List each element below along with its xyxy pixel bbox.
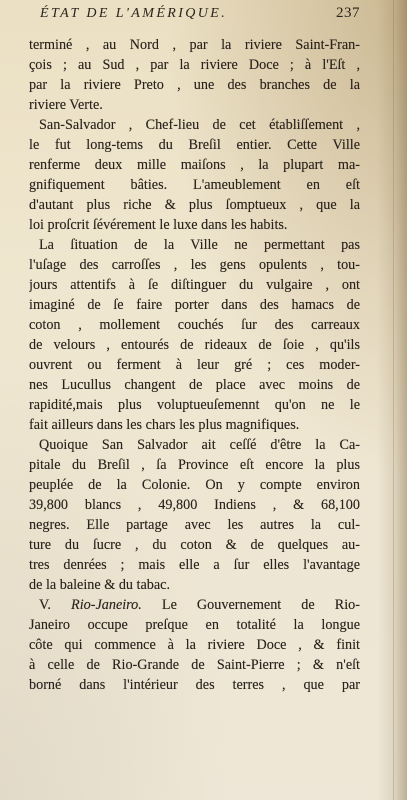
text-line: par la riviere Preto , une des branches de la [29,77,360,93]
text-line: Quoique San Salvador ait ceſſé d'être la Ca- [39,437,360,453]
text-line: jours attentifs à ſe diſtinguer du vulgaire , ont [29,277,360,293]
text-line: San-Salvador , Chef-lieu de cet établiſſement , [39,117,360,133]
paragraph [29,235,360,435]
text-line: loi proſcrit ſévérement le luxe dans les habits. [29,217,288,233]
text-line: riviere Verte. [29,97,103,113]
text-line: tres denrées ; mais elle a ſur elles l'avantage [29,557,360,573]
text-line: La ſituation de la Ville ne permettant pas [39,237,360,253]
text-line: pitale du Breſil , ſa Province eſt encore la plus [29,457,360,473]
text-line: Janeiro occupe preſque en totalité la longue [29,617,360,633]
text-line: fait ailleurs dans les chars les plus magnifiques. [29,417,300,433]
page-fold [393,0,394,800]
text-line: çois ; au Sud , par la riviere Doce ; à l'Eſt , [29,57,360,73]
paragraph [29,35,360,115]
section-heading: Rio-Janeiro. [71,597,142,613]
text-line: borné dans l'intérieur des terres , que par [29,677,360,693]
text-line: à celle de Rio-Grande de Saint-Pierre ; & n'eſt [29,657,360,673]
text-line: de la baleine & du tabac. [29,577,171,593]
text-line: gnifiquement bâties. L'ameublement en eſt [29,177,360,193]
running-title: ÉTAT DE L'AMÉRIQUE. [40,6,228,21]
page-header [40,5,360,27]
paragraph [29,435,360,595]
text-line: côte qui commence à la riviere Doce , & finit [29,637,360,653]
paragraph [29,595,360,695]
text-line: de velours , entourés de rideaux de ſoie , qu'ils [29,337,360,353]
text-line [29,595,360,615]
section-number: V. [39,597,72,613]
text-line: negres. Elle partage avec les autres la cul- [29,517,360,533]
body-text [29,35,360,695]
text-line: ture du ſucre , du coton & de quelques au- [29,537,360,553]
text-line: ouvrent ou ferment à leur gré ; ces moder- [29,357,360,373]
page-number: 237 [336,5,360,21]
text-line: rapidité,mais plus voluptueuſemennt qu'on ne le [29,397,360,413]
text-line: d'autant plus riche & plus ſomptueux , que la [29,197,360,213]
paragraph [29,115,360,235]
text-line: coton , mollement couchés ſur des carreaux [29,317,360,333]
text-line: imaginé de ſe faire porter dans des hamacs de [29,297,360,313]
text-line: peuplée de la Colonie. On y compte environ [29,477,360,493]
text-line: nes Lucullus changent de place avec moins de [29,377,360,393]
text-line: renferme deux mille maiſons , la plupart ma- [29,157,360,173]
text-line: l'uſage des carroſſes , les gens opulents , tou- [29,257,360,273]
text-line: terminé , au Nord , par la riviere Saint-Fran- [29,37,360,53]
text-line: le fut long-tems du Breſil entier. Cette Ville [29,137,360,153]
line-text: Le Gouvernement de Rio- [141,597,360,613]
text-line: 39,800 blancs , 49,800 Indiens , & 68,100 [29,497,360,513]
